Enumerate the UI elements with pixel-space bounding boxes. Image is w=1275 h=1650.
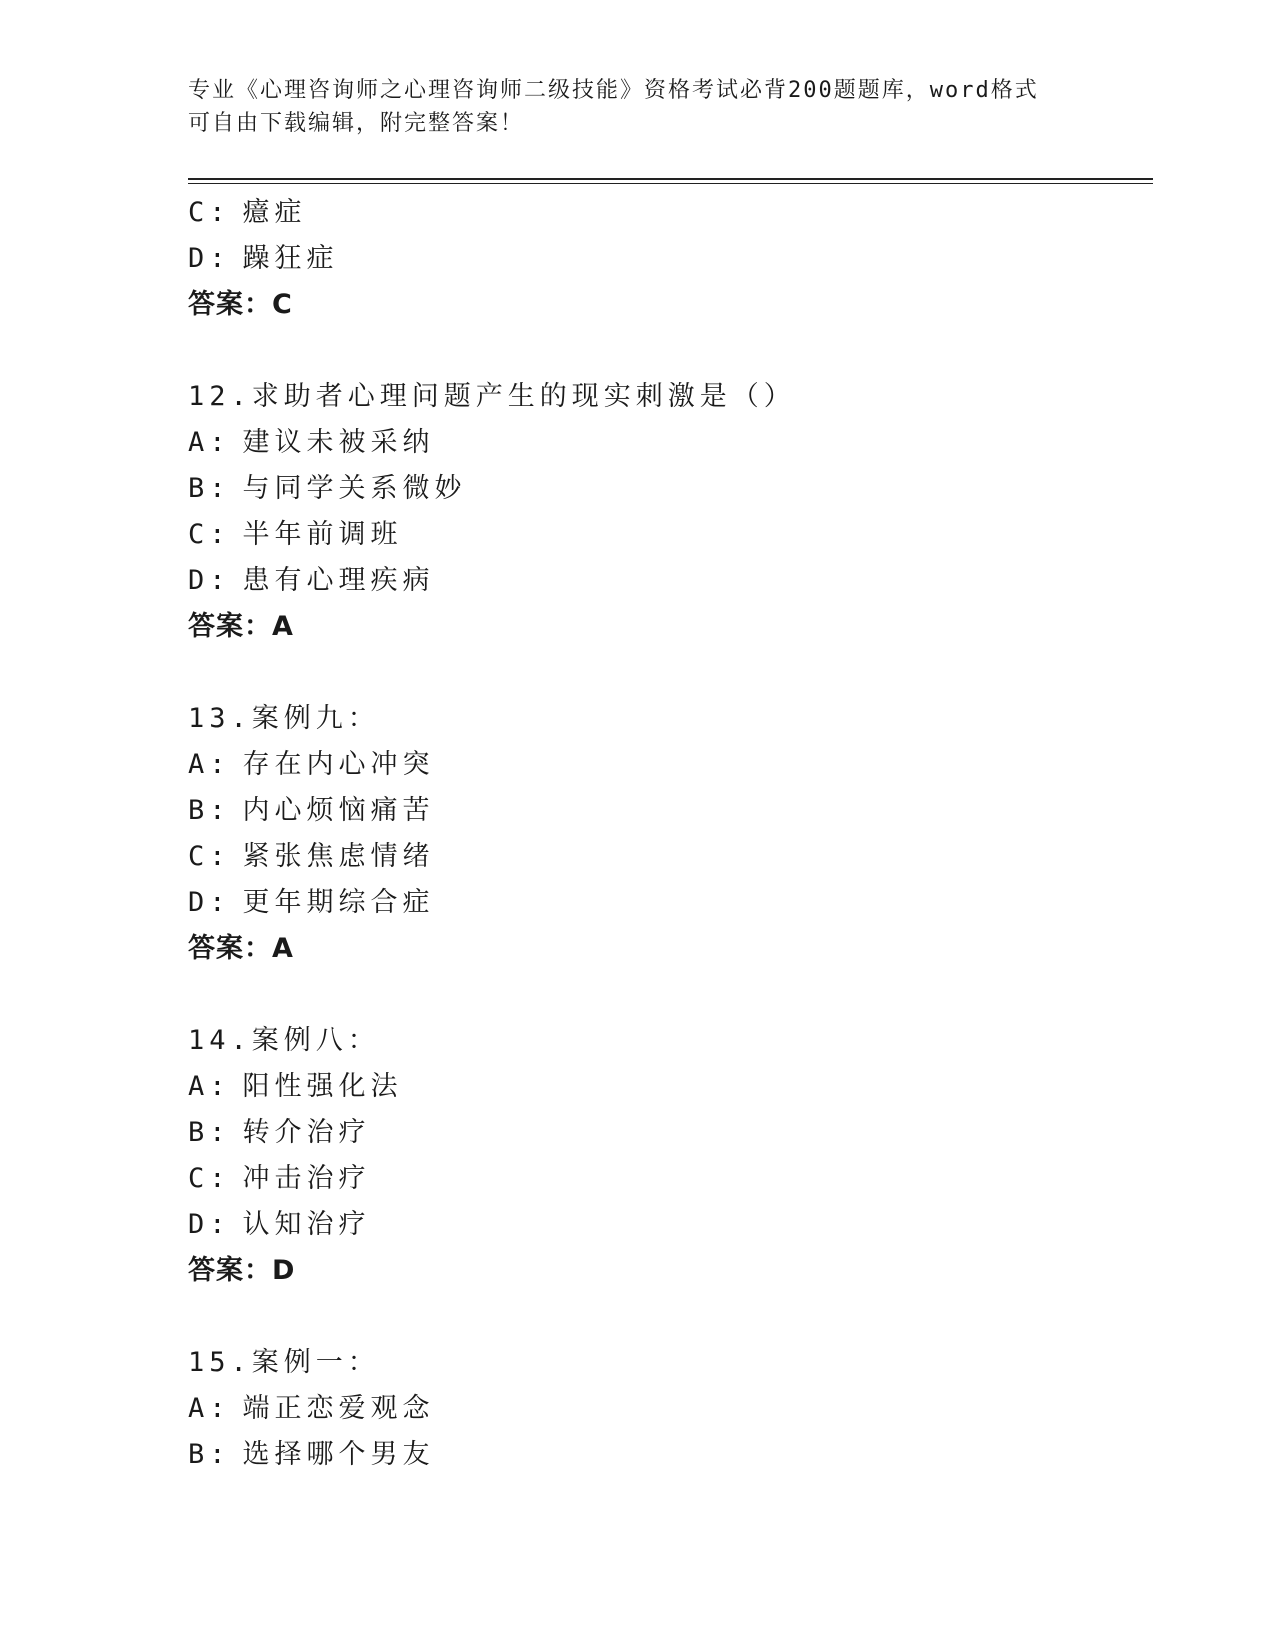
option-text: 半年前调班 [242,519,403,550]
option-text: 躁狂症 [242,243,339,274]
option-key: D [188,243,210,274]
answer-value: A [272,933,294,964]
answer-line [188,604,1153,650]
option-text: 选择哪个男友 [242,1439,435,1470]
answer-prefix: 答案： [188,1255,272,1286]
question-text: 13.案例九： [188,703,380,734]
option-key: C [188,519,210,550]
header-divider-thin [188,183,1153,184]
option-a [188,742,1153,788]
option-separator: : [209,1209,231,1240]
option-text: 癔症 [242,197,307,228]
option-c [188,1156,1153,1202]
question-block [188,1018,1153,1340]
option-separator: : [209,243,231,274]
option-b [188,466,1153,512]
answer-line [188,926,1153,972]
option-text: 存在内心冲突 [242,749,435,780]
option-c [188,190,1153,236]
header-divider-thick [188,178,1153,180]
option-text: 阳性强化法 [242,1071,403,1102]
option-separator: : [209,749,231,780]
option-key: A [188,427,210,458]
option-key: D [188,887,210,918]
option-separator: : [209,519,231,550]
option-text: 内心烦恼痛苦 [242,795,435,826]
option-key: D [188,565,210,596]
answer-prefix: 答案： [188,933,272,964]
option-separator: : [209,887,231,918]
option-text: 紧张焦虑情绪 [242,841,435,872]
option-text: 患有心理疾病 [242,565,435,596]
block-spacer [188,972,1153,1018]
option-key: A [188,749,210,780]
option-b [188,788,1153,834]
answer-value: A [272,611,294,642]
option-separator: : [209,1117,231,1148]
option-d [188,558,1153,604]
option-key: D [188,1209,210,1240]
block-spacer [188,1294,1153,1340]
question-text: 15.案例一： [188,1347,380,1378]
option-key: C [188,841,210,872]
option-separator: : [209,565,231,596]
option-text: 更年期综合症 [242,887,435,918]
document-header [188,74,1068,140]
option-d [188,880,1153,926]
option-text: 冲击治疗 [242,1163,371,1194]
option-b [188,1432,1153,1478]
question-block [188,1340,1153,1478]
option-text: 端正恋爱观念 [242,1393,435,1424]
question-text: 14.案例八： [188,1025,380,1056]
answer-line [188,1248,1153,1294]
option-b [188,1110,1153,1156]
header-line-2: 可自由下载编辑，附完整答案！ [188,111,525,136]
option-key: B [188,473,210,504]
option-separator: : [209,1163,231,1194]
option-separator: : [209,1393,231,1424]
option-a [188,1386,1153,1432]
option-a [188,420,1153,466]
option-c [188,512,1153,558]
header-line-1: 专业《心理咨询师之心理咨询师二级技能》资格考试必背200题题库，word格式 [188,78,1039,103]
option-key: A [188,1393,210,1424]
question-block [188,190,1153,374]
option-separator: : [209,1071,231,1102]
option-separator: : [209,795,231,826]
option-key: C [188,197,210,228]
option-separator: : [209,197,231,228]
question-text: 12.求助者心理问题产生的现实刺激是（） [188,381,796,412]
answer-line [188,282,1153,328]
option-c [188,834,1153,880]
question-block [188,696,1153,1018]
question-list [188,190,1153,1478]
option-key: C [188,1163,210,1194]
option-key: B [188,1117,210,1148]
block-spacer [188,650,1153,696]
option-d [188,236,1153,282]
option-text: 转介治疗 [242,1117,371,1148]
option-d [188,1202,1153,1248]
block-spacer [188,328,1153,374]
option-key: A [188,1071,210,1102]
option-separator: : [209,473,231,504]
option-text: 与同学关系微妙 [242,473,467,504]
option-key: B [188,795,210,826]
answer-prefix: 答案： [188,289,272,320]
option-separator: : [209,841,231,872]
answer-value: D [272,1255,296,1286]
option-a [188,1064,1153,1110]
option-text: 认知治疗 [242,1209,371,1240]
option-separator: : [209,1439,231,1470]
option-text: 建议未被采纳 [242,427,435,458]
option-separator: : [209,427,231,458]
question-block [188,374,1153,696]
answer-prefix: 答案： [188,611,272,642]
answer-value: C [272,289,293,320]
option-key: B [188,1439,210,1470]
